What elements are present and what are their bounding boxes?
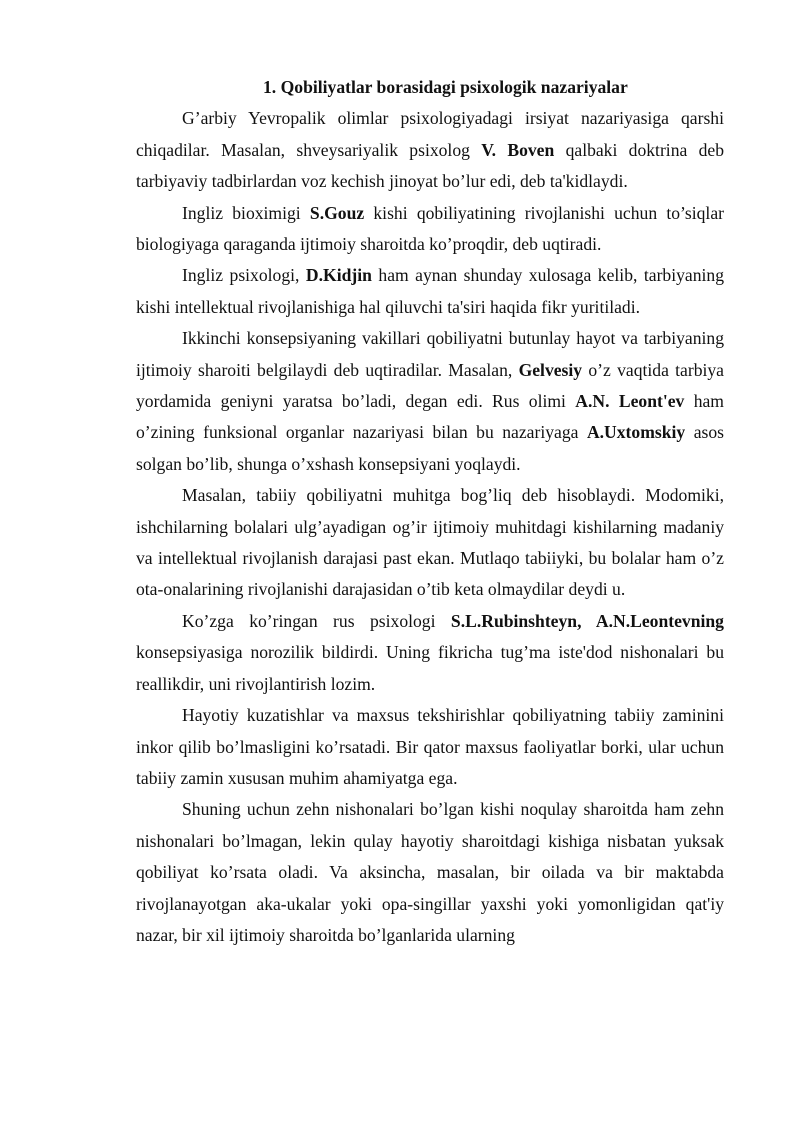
bold-name: A.N. Leont'ev <box>575 391 685 412</box>
text-run: Masalan, tabiiy qobiliyatni muhitga bog’liq deb hisoblaydi. Modomiki, ishchilarning bolalari ulg’ayadigan og’ir ijtimoiy muhitdagi kishilarning madaniy va intellektual rivojlanish darajasi past ekan. Mutlaqo tabiiyki, bu bolalar ham o’z ota-onalarining rivojlanishi darajasidan o’tib keta olmaydilar deydi u. <box>136 485 724 600</box>
paragraph <box>136 700 724 794</box>
text-run: Ko’zga ko’ringan rus psixologi <box>182 610 451 631</box>
section-heading: 1. Qobiliyatlar borasidagi psixologik nazariyalar <box>263 77 628 97</box>
bold-name: V. Boven <box>481 139 555 160</box>
paragraph <box>136 606 724 700</box>
bold-name: D.Kidjin <box>305 265 372 286</box>
paragraph <box>136 323 724 480</box>
paragraph <box>136 103 724 197</box>
paragraph <box>136 480 724 606</box>
bold-name: Gelvesiy <box>518 359 583 380</box>
paragraph <box>136 260 724 323</box>
text-run: ham aynan shunday xulosaga kelib, tarbiyaning kishi intellektual rivojlanishiga hal qiluvchi ta'siri haqida fikr yuritiladi. <box>136 265 724 317</box>
body-text <box>136 103 724 951</box>
bold-name: S.L.Rubinshteyn, A.N.Leontevning <box>450 610 724 631</box>
paragraph <box>136 794 724 951</box>
text-run: Ingliz bioximigi <box>182 202 310 223</box>
text-run: asos solgan bo’lib, shunga o’xshash konsepsiyani yoqlaydi. <box>136 422 724 474</box>
text-run: ham o’zining funksional organlar nazariyasi bilan bu nazariyaga <box>136 391 724 443</box>
bold-name: A.Uxtomskiy <box>586 422 686 443</box>
text-run: kishi qobiliyatining rivojlanishi uchun to’siqlar biologiyaga qaraganda ijtimoiy sharoitda ko’proqdir, deb uqtiradi. <box>136 202 724 255</box>
text-run: konsepsiyasiga norozilik bildirdi. Uning fikricha tug’ma iste'dod nishonalari bu reallikdir, uni rivojlantirish lozim. <box>136 642 724 694</box>
text-run: Ikkinchi konsepsiyaning vakillari qobiliyatni butunlay hayot va tarbiyaning ijtimoiy sharoiti belgilaydi deb uqtiradilar. Masalan, <box>136 328 724 380</box>
text-run: Shuning uchun zehn nishonalari bo’lgan kishi noqulay sharoitda ham zehn nishonalari bo’lmagan, lekin qulay hayotiy sharoitdagi kishiga nisbatan yuksak qobiliyat ko’rsata oladi. Va aksincha, masalan, bir oilada va bir maktabda rivojlanayotgan aka-ukalar yoki opa-singillar yaxshi yoki yomonligidan qat'iy nazar, bir xil ijtimoiy sharoitda bo’lganlarida ularning <box>136 799 724 945</box>
text-run: qalbaki doktrina deb tarbiyaviy tadbirlardan voz kechish jinoyat bo’lur edi, deb ta'kidlaydi. <box>136 139 725 192</box>
bold-name: S.Gouz <box>309 202 365 223</box>
text-run: G’arbiy Yevropalik olimlar psixologiyadagi irsiyat nazariyasiga qarshi chiqadilar. Masalan, shveysariyalik psixolog <box>136 108 724 160</box>
text-run: o’z vaqtida tarbiya yordamida geniyni yaratsa bo’ladi, degan edi. Rus olimi <box>136 359 724 412</box>
text-run: Hayotiy kuzatishlar va maxsus tekshirishlar qobiliyatning tabiiy zaminini inkor qilib bo’lmasligini ko’rsatadi. Bir qator maxsus faoliyatlar borki, ular uchun tabiiy zamin xususan muhim ahamiyatga ega. <box>136 705 724 788</box>
text-run: Ingliz psixologi, <box>182 265 306 286</box>
paragraph <box>136 198 724 261</box>
